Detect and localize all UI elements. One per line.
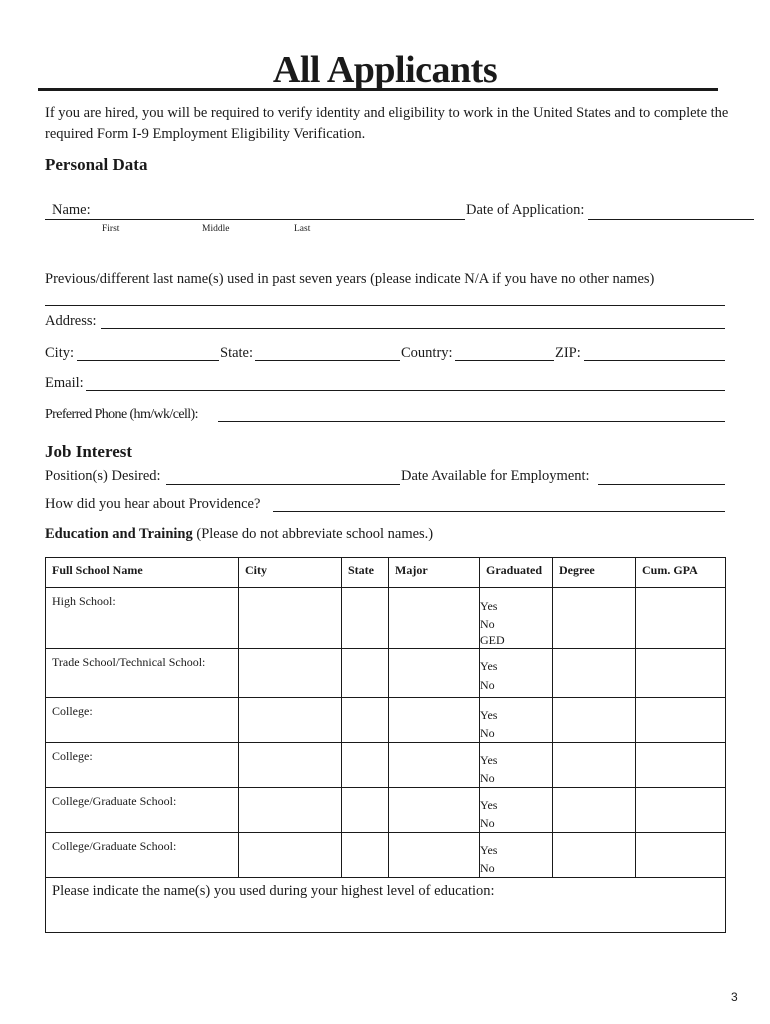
education-note: (Please do not abbreviate school names.) — [196, 526, 434, 542]
email-field[interactable] — [86, 390, 725, 391]
col-graduated: Graduated — [480, 558, 553, 588]
city-field[interactable] — [77, 360, 219, 361]
middle-name-caption: Middle — [202, 224, 230, 234]
cell-major[interactable] — [389, 788, 480, 833]
cell-gpa[interactable] — [636, 649, 726, 698]
col-major: Major — [389, 558, 480, 588]
cell-graduated — [480, 698, 553, 743]
education-table — [45, 557, 726, 933]
option-no[interactable]: No — [480, 771, 495, 785]
cell-major[interactable] — [389, 649, 480, 698]
phone-field[interactable] — [218, 421, 725, 422]
row-label-graduate-school[interactable]: College/Graduate School: — [46, 833, 239, 878]
hear-about-field[interactable] — [273, 511, 725, 512]
education-heading-text: Education and Training — [45, 526, 193, 542]
cell-city[interactable] — [239, 698, 342, 743]
intro-text: If you are hired, you will be required to verify identity and eligibility to work in the United States and to complete the required Form I-9 Employment Eligibility Verification. — [45, 105, 729, 142]
col-degree: Degree — [553, 558, 636, 588]
cell-gpa[interactable] — [636, 788, 726, 833]
option-yes[interactable]: Yes — [480, 599, 498, 613]
option-no[interactable]: No — [480, 726, 495, 740]
cell-graduated — [480, 833, 553, 878]
col-full-school-name: Full School Name — [46, 558, 239, 588]
page-number: 3 — [731, 990, 738, 1004]
previous-names-label: Previous/different last name(s) used in past seven years (please indicate N/A if you have no other names) — [45, 271, 655, 287]
option-no[interactable]: No — [480, 678, 495, 692]
cell-gpa[interactable] — [636, 833, 726, 878]
date-available-field[interactable] — [598, 484, 725, 485]
cell-city[interactable] — [239, 788, 342, 833]
cell-graduated — [480, 588, 553, 649]
table-row — [46, 698, 726, 743]
option-no[interactable]: No — [480, 617, 495, 631]
education-header-row — [46, 558, 726, 588]
cell-graduated — [480, 743, 553, 788]
state-label: State: — [220, 345, 254, 361]
cell-gpa[interactable] — [636, 588, 726, 649]
cell-state[interactable] — [342, 788, 389, 833]
option-yes[interactable]: Yes — [480, 843, 498, 857]
names-used-row — [46, 878, 726, 933]
education-heading — [45, 526, 433, 543]
previous-names-field[interactable] — [45, 305, 725, 306]
cell-state[interactable] — [342, 743, 389, 788]
state-field[interactable] — [255, 360, 400, 361]
cell-degree[interactable] — [553, 743, 636, 788]
cell-city[interactable] — [239, 743, 342, 788]
col-state: State — [342, 558, 389, 588]
country-field[interactable] — [455, 360, 554, 361]
cell-major[interactable] — [389, 588, 480, 649]
cell-degree[interactable] — [553, 588, 636, 649]
option-ged[interactable]: GED — [480, 633, 505, 647]
table-row — [46, 649, 726, 698]
cell-state[interactable] — [342, 698, 389, 743]
cell-state[interactable] — [342, 588, 389, 649]
cell-gpa[interactable] — [636, 743, 726, 788]
table-row — [46, 588, 726, 649]
cell-graduated — [480, 788, 553, 833]
city-label: City: — [45, 345, 75, 361]
date-of-application-field[interactable] — [588, 219, 754, 220]
page-title: All Applicants — [272, 49, 498, 91]
option-no[interactable]: No — [480, 816, 495, 830]
option-yes[interactable]: Yes — [480, 753, 498, 767]
cell-degree[interactable] — [553, 698, 636, 743]
cell-degree[interactable] — [553, 833, 636, 878]
positions-desired-field[interactable] — [166, 484, 400, 485]
zip-label: ZIP: — [555, 345, 581, 361]
col-cum-gpa: Cum. GPA — [636, 558, 726, 588]
cell-major[interactable] — [389, 833, 480, 878]
personal-data-heading: Personal Data — [45, 155, 148, 174]
positions-desired-label: Position(s) Desired: — [45, 468, 161, 484]
cell-degree[interactable] — [553, 649, 636, 698]
hear-about-label: How did you hear about Providence? — [45, 496, 261, 512]
cell-city[interactable] — [239, 588, 342, 649]
table-row — [46, 743, 726, 788]
title-rule — [38, 88, 718, 91]
email-label: Email: — [45, 375, 84, 391]
job-interest-heading: Job Interest — [45, 442, 133, 461]
cell-state[interactable] — [342, 833, 389, 878]
cell-state[interactable] — [342, 649, 389, 698]
zip-field[interactable] — [584, 360, 725, 361]
last-name-caption: Last — [294, 224, 311, 234]
date-available-label: Date Available for Employment: — [401, 468, 590, 484]
row-label-high-school[interactable]: High School: — [46, 588, 239, 649]
phone-label: Preferred Phone (hm/wk/cell): — [45, 407, 198, 422]
row-label-trade-school[interactable]: Trade School/Technical School: — [46, 649, 239, 698]
row-label-college[interactable]: College: — [46, 698, 239, 743]
cell-city[interactable] — [239, 833, 342, 878]
option-yes[interactable]: Yes — [480, 659, 498, 673]
name-field[interactable] — [45, 219, 465, 220]
cell-gpa[interactable] — [636, 698, 726, 743]
date-of-application-label: Date of Application: — [466, 202, 585, 218]
first-name-caption: First — [102, 224, 120, 234]
option-no[interactable]: No — [480, 861, 495, 875]
row-label-college[interactable]: College: — [46, 743, 239, 788]
table-row — [46, 833, 726, 878]
option-yes[interactable]: Yes — [480, 708, 498, 722]
option-yes[interactable]: Yes — [480, 798, 498, 812]
table-row — [46, 788, 726, 833]
row-label-graduate-school[interactable]: College/Graduate School: — [46, 788, 239, 833]
address-field[interactable] — [101, 328, 725, 329]
cell-city[interactable] — [239, 649, 342, 698]
col-city: City — [239, 558, 342, 588]
address-label: Address: — [45, 313, 97, 329]
cell-graduated — [480, 649, 553, 698]
cell-major[interactable] — [389, 743, 480, 788]
cell-major[interactable] — [389, 698, 480, 743]
names-used-field[interactable]: Please indicate the name(s) you used during your highest level of education: — [46, 878, 726, 933]
name-label: Name: — [52, 202, 91, 218]
country-label: Country: — [401, 345, 453, 361]
cell-degree[interactable] — [553, 788, 636, 833]
